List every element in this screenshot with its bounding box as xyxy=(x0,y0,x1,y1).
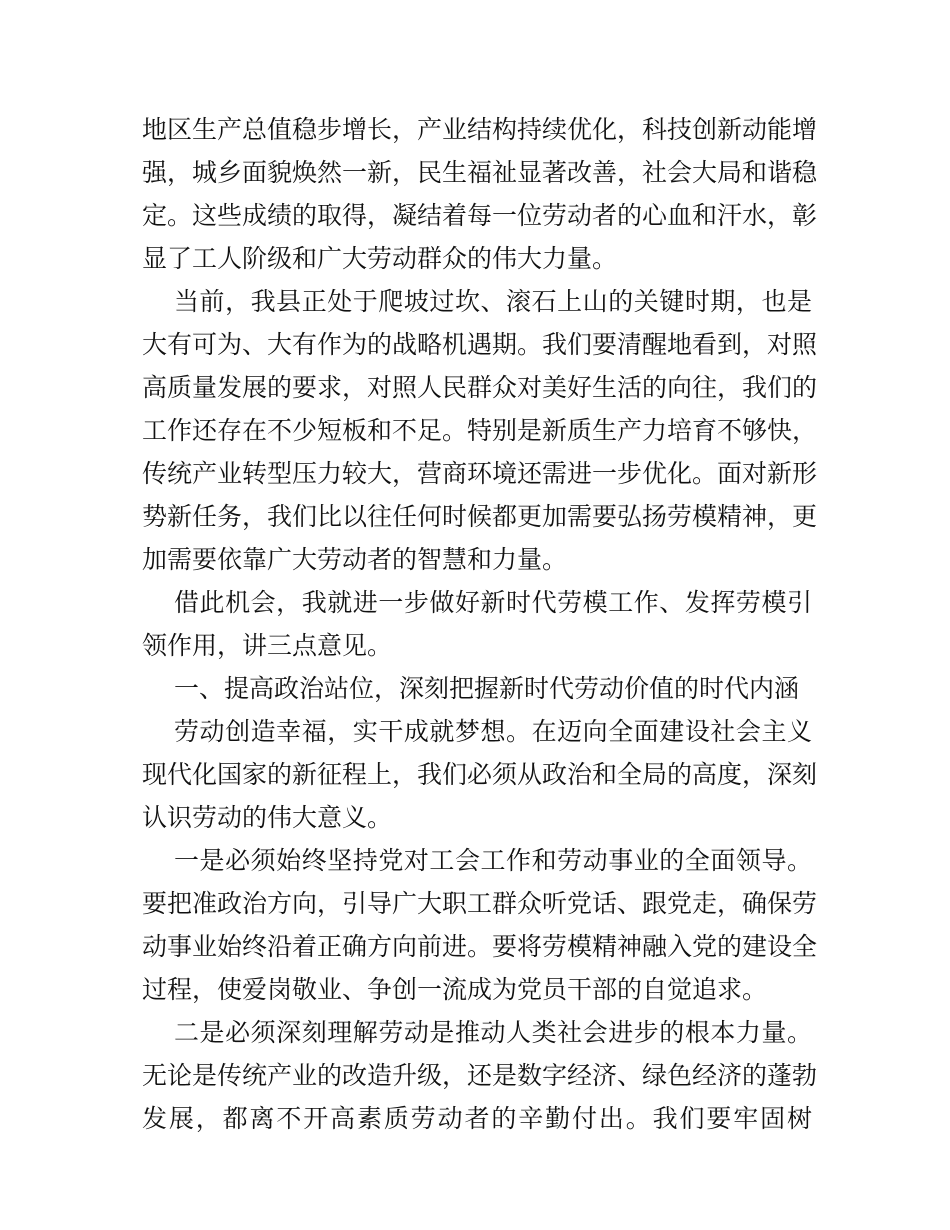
text-line: 大有可为、大有作为的战略机遇期。我们要清醒地看到，对照 xyxy=(142,330,818,359)
text-line: 过程，使爱岗敬业、争创一流成为党员干部的自觉追求。 xyxy=(142,975,768,1004)
text-line: 高质量发展的要求，对照人民群众对美好生活的向往，我们的 xyxy=(142,373,818,402)
paragraph-first-line: 一是必须始终坚持党对工会工作和劳动事业的全面领导。 xyxy=(174,846,812,875)
paragraph-first-line: 当前，我县正处于爬坡过坎、滚石上山的关键时期，也是 xyxy=(174,287,812,316)
paragraph-first-line: 劳动创造幸福，实干成就梦想。在迈向全面建设社会主义 xyxy=(174,717,812,746)
text-line: 地区生产总值稳步增长，产业结构持续优化，科技创新动能增 xyxy=(142,115,818,144)
text-line: 领作用，讲三点意见。 xyxy=(142,631,393,660)
text-line: 无论是传统产业的改造升级，还是数字经济、绿色经济的蓬勃 xyxy=(142,1061,818,1090)
paragraph-first-line: 二是必须深刻理解劳动是推动人类社会进步的根本力量。 xyxy=(174,1018,812,1047)
text-line: 发展，都离不开高素质劳动者的辛勤付出。我们要牢固树 xyxy=(142,1104,812,1133)
text-line: 显了工人阶级和广大劳动群众的伟大力量。 xyxy=(142,244,618,273)
text-line: 传统产业转型压力较大，营商环境还需进一步优化。面对新形 xyxy=(142,459,818,488)
body-text xyxy=(142,108,818,1140)
text-line: 强，城乡面貌焕然一新，民生福祉显著改善，社会大局和谐稳 xyxy=(142,158,818,187)
text-line: 工作还存在不少短板和不足。特别是新质生产力培育不够快， xyxy=(142,416,818,445)
paragraph-first-line: 一、提高政治站位，深刻把握新时代劳动价值的时代内涵 xyxy=(174,674,800,703)
text-line: 现代化国家的新征程上，我们必须从政治和全局的高度，深刻 xyxy=(142,760,818,789)
text-line: 动事业始终沿着正确方向前进。要将劳模精神融入党的建设全 xyxy=(142,932,818,961)
text-line: 加需要依靠广大劳动者的智慧和力量。 xyxy=(142,545,568,574)
text-line: 认识劳动的伟大意义。 xyxy=(142,803,393,832)
text-line: 要把准政治方向，引导广大职工群众听党话、跟党走，确保劳 xyxy=(142,889,818,918)
paragraph-first-line: 借此机会，我就进一步做好新时代劳模工作、发挥劳模引 xyxy=(174,588,812,617)
text-line: 势新任务，我们比以往任何时候都更加需要弘扬劳模精神，更 xyxy=(142,502,818,531)
text-line: 定。这些成绩的取得，凝结着每一位劳动者的心血和汗水，彰 xyxy=(142,201,818,230)
